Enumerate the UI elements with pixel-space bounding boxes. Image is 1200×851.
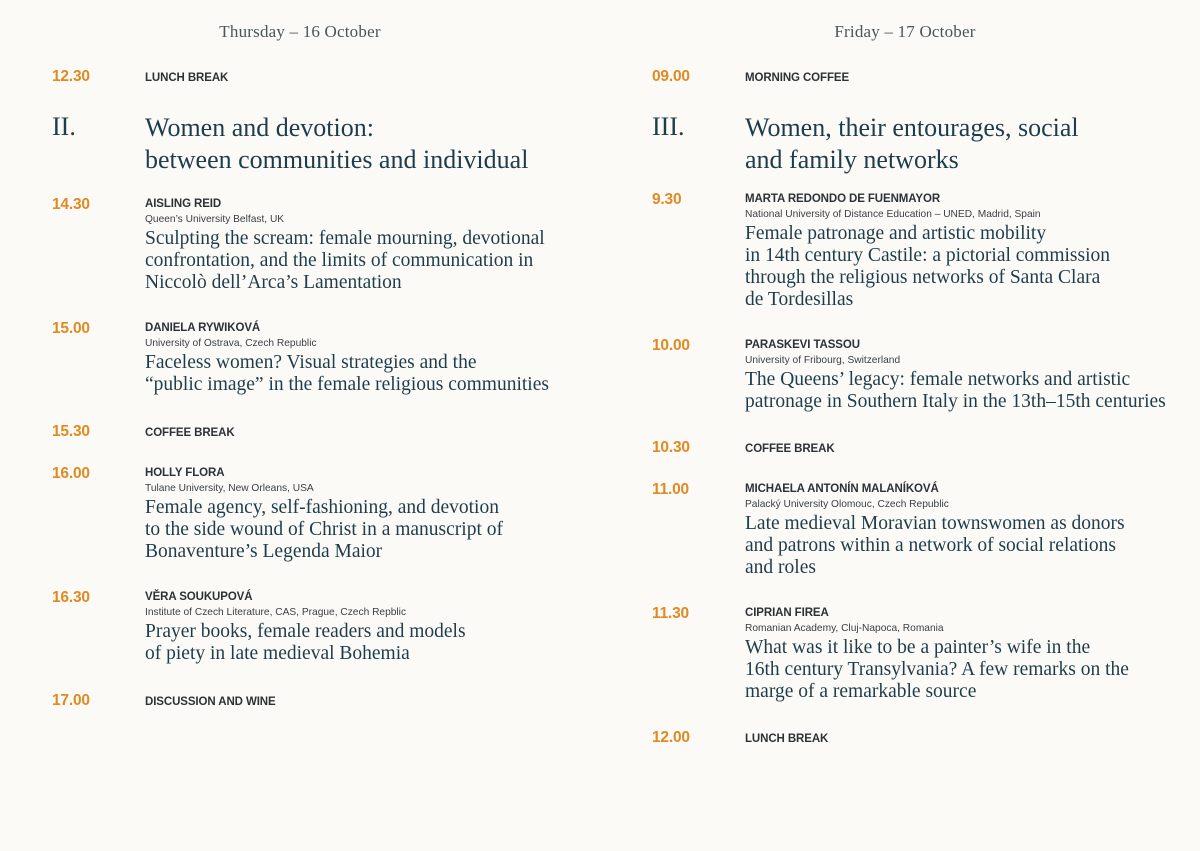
- break-label: DISCUSSION AND WINE: [145, 696, 276, 708]
- talk-title: The Queens’ legacy: female networks and artistic patronage in Southern Italy in the 13th–15th centuries: [745, 369, 1166, 412]
- talk-title: Female patronage and artistic mobility in 14th century Castile: a pictorial commission through the religious networks of Santa Clara de Tordesillas: [745, 223, 1111, 310]
- day-heading: Friday – 17 October: [834, 22, 976, 41]
- section-title: Women, their entourages, social and family networks: [745, 113, 1079, 174]
- talk-title: Late medieval Moravian townswomen as donors and patrons within a network of social relations and roles: [745, 513, 1125, 578]
- time: 15.30: [52, 423, 90, 440]
- section-numeral: II.: [52, 112, 76, 141]
- time: 16.30: [52, 589, 90, 606]
- speaker-name: PARASKEVI TASSOU: [745, 339, 860, 351]
- speaker-name: VĚRA SOUKUPOVÁ: [145, 591, 253, 603]
- speaker-name: CIPRIAN FIREA: [745, 607, 829, 619]
- speaker-affiliation: Queen’s University Belfast, UK: [145, 214, 285, 225]
- speaker-name: HOLLY FLORA: [145, 467, 225, 479]
- time: 11.00: [652, 481, 689, 498]
- speaker-name: AISLING REID: [145, 198, 222, 210]
- talk-title: Sculpting the scream: female mourning, devotional confrontation, and the limits of communication in Niccolò dell’Arca’s Lamentation: [145, 228, 545, 293]
- break-label: COFFEE BREAK: [745, 443, 835, 455]
- speaker-name: DANIELA RYWIKOVÁ: [145, 322, 261, 334]
- speaker-name: MARTA REDONDO DE FUENMAYOR: [745, 193, 941, 205]
- speaker-affiliation: University of Fribourg, Switzerland: [745, 355, 901, 366]
- time: 17.00: [52, 692, 90, 709]
- time: 09.00: [652, 68, 690, 85]
- break-label: LUNCH BREAK: [145, 72, 229, 84]
- section-numeral: III.: [652, 112, 685, 141]
- break-label: LUNCH BREAK: [745, 733, 829, 745]
- time: 16.00: [52, 465, 90, 482]
- time: 11.30: [652, 605, 689, 622]
- speaker-affiliation: Romanian Academy, Cluj-Napoca, Romania: [745, 623, 944, 634]
- time: 10.00: [652, 337, 690, 354]
- time: 12.30: [52, 68, 90, 85]
- talk-title: What was it like to be a painter’s wife in the 16th century Transylvania? A few remarks on the marge of a remarkable source: [745, 637, 1129, 702]
- speaker-affiliation: National University of Distance Education – UNED, Madrid, Spain: [745, 209, 1041, 220]
- time: 15.00: [52, 320, 90, 337]
- section-title: Women and devotion: between communities and individual: [145, 113, 529, 174]
- speaker-name: MICHAELA ANTONÍN MALANÍKOVÁ: [745, 483, 939, 495]
- time: 9.30: [652, 191, 682, 208]
- friday-column: [600, 0, 1200, 851]
- day-heading: Thursday – 16 October: [219, 22, 381, 41]
- break-label: MORNING COFFEE: [745, 72, 850, 84]
- time: 14.30: [52, 196, 90, 213]
- speaker-affiliation: Tulane University, New Orleans, USA: [145, 483, 314, 494]
- time: 12.00: [652, 729, 690, 746]
- talk-title: Female agency, self-fashioning, and devotion to the side wound of Christ in a manuscript of Bonaventure’s Legenda Maior: [145, 497, 503, 562]
- speaker-affiliation: Institute of Czech Literature, CAS, Prague, Czech Repblic: [145, 607, 407, 618]
- time: 10.30: [652, 439, 690, 456]
- talk-title: Prayer books, female readers and models of piety in late medieval Bohemia: [145, 621, 466, 664]
- speaker-affiliation: Palacký University Olomouc, Czech Republic: [745, 499, 949, 510]
- speaker-affiliation: University of Ostrava, Czech Republic: [145, 338, 317, 349]
- break-label: COFFEE BREAK: [145, 427, 235, 439]
- talk-title: Faceless women? Visual strategies and the “public image” in the female religious communities: [145, 352, 549, 395]
